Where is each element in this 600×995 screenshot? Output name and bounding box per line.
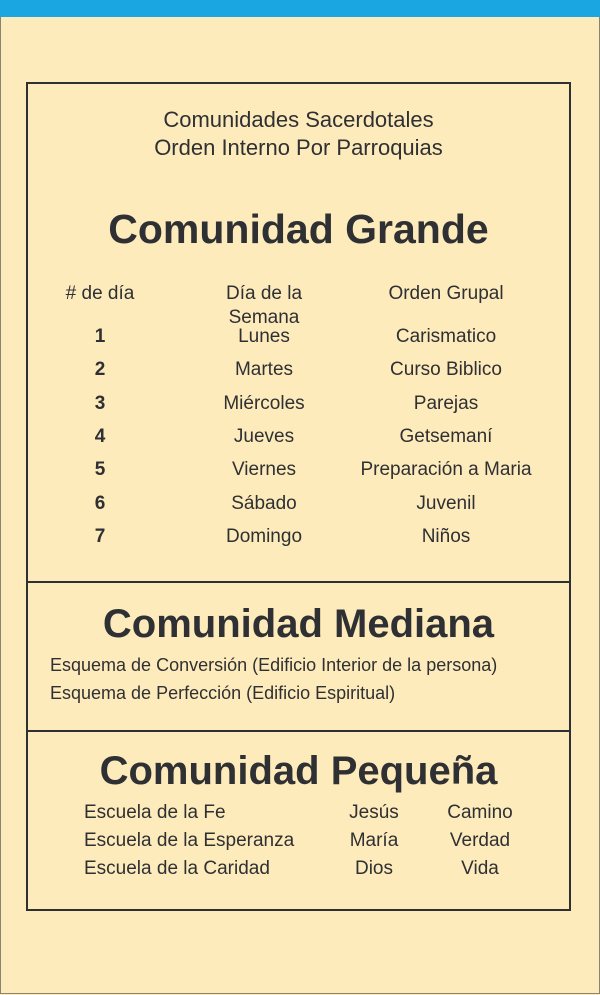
section-comunidad-grande [28, 84, 569, 581]
weekday: Jueves [233, 426, 295, 447]
weekday: Miércoles [223, 393, 305, 414]
school-attribute: Verdad [449, 830, 511, 851]
table-row [28, 458, 569, 482]
title-comunidad-pequena: Comunidad Pequeña [99, 749, 498, 793]
school-name: Escuela de la Fe [84, 802, 226, 823]
section-comunidad-pequena [28, 730, 569, 911]
section-comunidad-mediana [28, 581, 569, 730]
title-comunidad-mediana: Comunidad Mediana [102, 602, 495, 646]
day-number: 1 [94, 326, 106, 347]
school-person: María [349, 830, 399, 851]
group-name: Curso Biblico [390, 359, 502, 380]
school-person: Dios [354, 858, 393, 879]
day-number: 2 [94, 359, 106, 380]
weekday: Sábado [231, 493, 297, 514]
scheme-line: Esquema de Conversión (Edificio Interior de la persona) [50, 655, 498, 675]
group-name: Parejas [413, 393, 479, 414]
communities-card [26, 82, 571, 911]
table-row [28, 358, 569, 382]
school-attribute: Vida [461, 858, 499, 879]
table-row [28, 392, 569, 416]
weekday: Martes [234, 359, 294, 380]
weekday: Domingo [225, 526, 303, 547]
top-accent-bar [0, 0, 600, 17]
day-number: 3 [94, 393, 106, 414]
group-name: Preparación a Maria [360, 459, 532, 480]
header-line-2: Orden Interno Por Parroquias [154, 135, 443, 160]
column-header-group-order: Orden Grupal [388, 283, 504, 304]
table-row [28, 492, 569, 516]
title-comunidad-grande: Comunidad Grande [108, 206, 489, 252]
weekday: Lunes [238, 326, 290, 347]
group-name: Getsemaní [399, 426, 493, 447]
day-number: 7 [94, 526, 106, 547]
day-number: 4 [94, 426, 106, 447]
list-item [28, 856, 569, 882]
group-name: Niños [421, 526, 471, 547]
table-row [28, 425, 569, 449]
school-name: Escuela de la Caridad [84, 858, 270, 879]
scheme-line: Esquema de Perfección (Edificio Espiritual) [50, 683, 396, 703]
list-item [28, 828, 569, 854]
column-header-day-number: # de día [65, 283, 135, 304]
list-item [28, 800, 569, 826]
day-number: 6 [94, 493, 106, 514]
school-name: Escuela de la Esperanza [84, 830, 295, 851]
group-name: Juvenil [416, 493, 476, 514]
school-person: Jesús [349, 802, 399, 823]
table-row [28, 325, 569, 349]
table-row [28, 525, 569, 549]
day-number: 5 [94, 459, 106, 480]
column-header-weekday: Día de la Semana [225, 283, 303, 328]
header-line-1: Comunidades Sacerdotales [163, 107, 434, 132]
group-name: Carismatico [395, 326, 497, 347]
school-attribute: Camino [447, 802, 513, 823]
weekday: Viernes [231, 459, 297, 480]
